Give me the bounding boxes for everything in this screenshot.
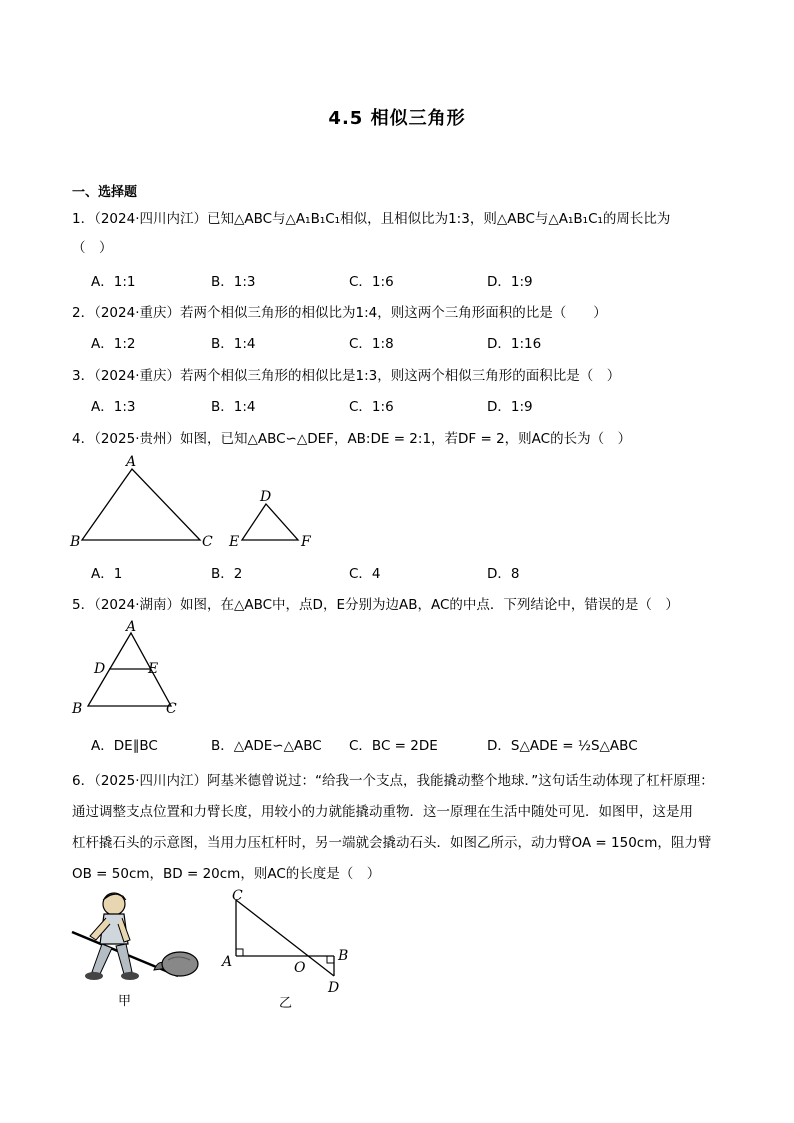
option-a[interactable]: A．1:2 xyxy=(91,336,136,352)
question-2-options xyxy=(91,332,691,352)
person-leg-left xyxy=(92,944,112,974)
figure-caption-jia: 甲 xyxy=(118,994,132,1009)
label-d: D xyxy=(328,980,340,996)
option-d[interactable]: D．1:16 xyxy=(487,336,542,352)
shoe-right xyxy=(121,972,139,980)
label-b: B xyxy=(72,701,83,717)
lever-illustration xyxy=(68,890,208,1010)
person-leg-right xyxy=(116,944,132,974)
label-d: D xyxy=(94,661,106,677)
question-5-options xyxy=(91,734,691,754)
geometry-figure-yi xyxy=(218,888,368,1000)
question-4-text: 4．（2025·贵州）如图，已知△ABC∽△DEF，AB:DE = 2:1，若DF = 2，则AC的长为（ ） xyxy=(72,431,632,447)
label-c: C xyxy=(166,701,177,717)
question-1-options xyxy=(91,270,691,290)
label-e: E xyxy=(229,534,240,550)
question-5-text: 5．（2024·湖南）如图，在△ABC中，点D，E分别为边AB，AC的中点．下列结论中，错误的是（ ） xyxy=(72,597,679,613)
label-c: C xyxy=(232,888,243,904)
shoe-left xyxy=(85,972,103,980)
question-6-text-line-1: 6．（2025·四川内江）阿基米德曾说过：“给我一个支点，我能撬动整个地球．”这句话生动体现了杠杆原理： xyxy=(72,773,714,789)
option-b[interactable]: B．1:4 xyxy=(211,399,256,415)
label-a: A xyxy=(126,619,137,635)
option-c[interactable]: C．1:6 xyxy=(349,399,394,415)
label-a: A xyxy=(222,954,233,970)
option-d[interactable]: D．1:9 xyxy=(487,274,533,290)
option-d[interactable]: D．8 xyxy=(487,566,520,582)
option-b[interactable]: B．1:3 xyxy=(211,274,256,290)
question-3-options xyxy=(91,395,691,415)
right-angle-b xyxy=(327,956,334,963)
triangle-abc xyxy=(82,469,200,540)
label-f: F xyxy=(301,534,311,550)
option-c[interactable]: C．1:6 xyxy=(349,274,394,290)
triangle-def xyxy=(242,504,298,540)
question-4-options xyxy=(91,562,691,582)
option-a[interactable]: A．1:3 xyxy=(91,399,136,415)
question-2-text: 2．（2024·重庆）若两个相似三角形的相似比为1:4，则这两个三角形面积的比是（ ） xyxy=(72,305,607,321)
question-6-text-line-3: 杠杆撬石头的示意图，当用力压杠杆时，另一端就会撬动石头．如图乙所示，动力臂OA = 150cm，阻力臂 xyxy=(72,835,712,851)
figure-caption-yi: 乙 xyxy=(279,996,293,1011)
page-title: 4.5 相似三角形 xyxy=(328,108,466,129)
question-3-text: 3．（2024·重庆）若两个相似三角形的相似比是1:3，则这两个相似三角形的面积比是（ ） xyxy=(72,368,621,384)
label-b: B xyxy=(70,534,81,550)
option-d[interactable]: D．S△ADE = ½S△ABC xyxy=(487,738,638,754)
label-b: B xyxy=(338,948,349,964)
option-b[interactable]: B．2 xyxy=(211,566,243,582)
label-c: C xyxy=(202,534,213,550)
question-1-blank: （ ） xyxy=(72,240,113,256)
label-a: A xyxy=(126,454,137,470)
section-heading: 一、选择题 xyxy=(72,185,138,200)
label-o: O xyxy=(294,960,306,976)
label-e: E xyxy=(148,661,159,677)
option-d[interactable]: D．1:9 xyxy=(487,399,533,415)
question-5-figure xyxy=(62,616,192,718)
option-b[interactable]: B．△ADE∽△ABC xyxy=(211,738,322,754)
label-d: D xyxy=(260,489,272,505)
option-c[interactable]: C．1:8 xyxy=(349,336,394,352)
segment-cd xyxy=(236,900,334,976)
option-a[interactable]: A．DE∥BC xyxy=(91,738,158,754)
question-4-figure xyxy=(62,452,332,554)
question-6-text-line-2: 通过调整支点位置和力臂长度，用较小的力就能撬动重物．这一原理在生活中随处可见．如图甲，这是用 xyxy=(72,804,693,820)
question-1-text: 1．（2024·四川内江）已知△ABC与△A₁B₁C₁相似，且相似比为1:3，则△ABC与△A₁B₁C₁的周长比为 xyxy=(72,211,671,227)
right-angle-a xyxy=(236,949,243,956)
option-a[interactable]: A．1 xyxy=(91,566,123,582)
question-6-text-line-4: OB = 50cm，BD = 20cm，则AC的长度是（ ） xyxy=(72,866,381,882)
option-a[interactable]: A．1:1 xyxy=(91,274,136,290)
stone xyxy=(162,952,198,976)
option-b[interactable]: B．1:4 xyxy=(211,336,256,352)
option-c[interactable]: C．BC = 2DE xyxy=(349,738,438,754)
option-c[interactable]: C．4 xyxy=(349,566,381,582)
